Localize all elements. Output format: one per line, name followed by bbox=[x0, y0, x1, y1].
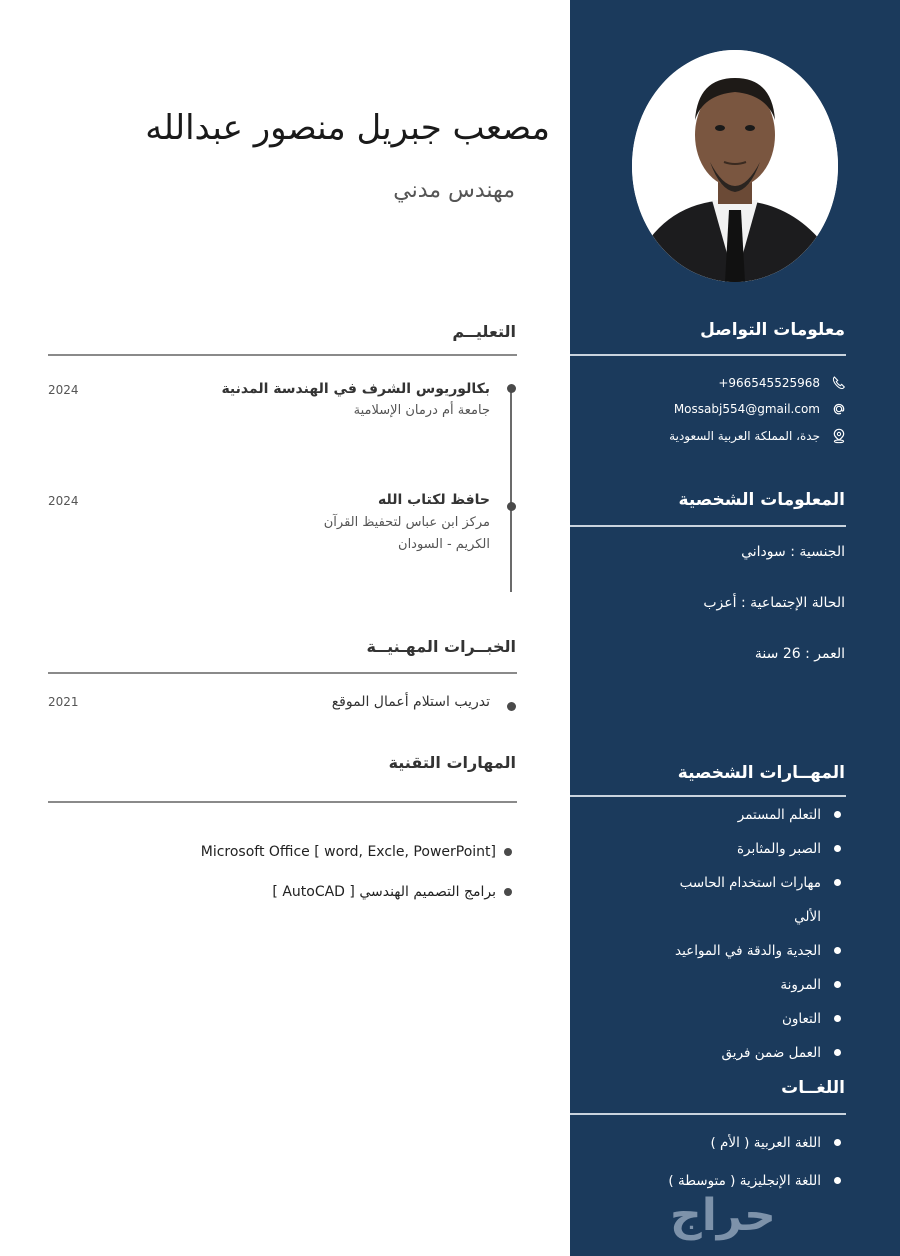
at-icon bbox=[830, 400, 848, 418]
contact-email[interactable] bbox=[674, 400, 848, 418]
list-item: العمل ضمن فريق bbox=[675, 1036, 845, 1070]
contact-phone[interactable] bbox=[718, 374, 848, 392]
timeline-dot-icon bbox=[507, 384, 516, 393]
education-entry-subtitle: جامعة أم درمان الإسلامية bbox=[353, 403, 490, 418]
education-entry-title: بكالوريوس الشرف في الهندسة المدنية bbox=[221, 381, 490, 397]
bullet-icon bbox=[504, 888, 512, 896]
technical-skill-item: برامج التصميم الهندسي [ AutoCAD ] bbox=[272, 884, 512, 900]
nationality: الجنسية : سوداني bbox=[741, 544, 845, 560]
education-entry-year: 2024 bbox=[48, 494, 79, 508]
bullet-icon bbox=[834, 1139, 841, 1146]
phone-number: +966545525968 bbox=[718, 376, 820, 390]
languages-list bbox=[668, 1124, 845, 1200]
list-item-continuation: الألي bbox=[794, 909, 821, 925]
education-entry-title: حافظ لكتاب الله bbox=[378, 492, 490, 508]
location-text: جدة، المملكة العربية السعودية bbox=[669, 429, 820, 443]
education-timeline bbox=[510, 387, 512, 592]
divider bbox=[48, 354, 517, 356]
technical-skills-heading: المهارات التقنية bbox=[388, 753, 516, 772]
job-title: مهندس مدني bbox=[393, 178, 515, 203]
education-entry-subtitle-line2: الكريم - السودان bbox=[398, 537, 490, 552]
bullet-icon bbox=[834, 845, 841, 852]
list-item: الجدية والدقة في المواعيد bbox=[675, 934, 845, 968]
divider bbox=[570, 525, 846, 527]
full-name: مصعب جبريل منصور عبدالله bbox=[145, 108, 550, 148]
age: العمر : 26 سنة bbox=[754, 646, 845, 662]
list-item: التعلم المستمر bbox=[675, 798, 845, 832]
contact-location bbox=[669, 427, 848, 445]
bullet-icon bbox=[834, 947, 841, 954]
personal-info-heading: المعلومات الشخصية bbox=[678, 490, 845, 510]
experience-heading: الخبــرات المهـنيــة bbox=[366, 637, 516, 656]
timeline-dot-icon bbox=[507, 502, 516, 511]
education-heading: التعليــم bbox=[452, 322, 516, 341]
marital-status: الحالة الإجتماعية : أعزب bbox=[703, 595, 845, 611]
bullet-icon bbox=[834, 981, 841, 988]
list-item: اللغة العربية ( الأم ) bbox=[668, 1124, 845, 1162]
haraj-watermark-logo: حراج bbox=[670, 1190, 776, 1241]
bullet-icon bbox=[834, 1177, 841, 1184]
education-entry-subtitle: مركز ابن عباس لتحفيظ القرآن bbox=[323, 515, 490, 530]
bullet-icon bbox=[834, 879, 841, 886]
soft-skills-list bbox=[675, 798, 845, 1070]
bullet-icon bbox=[507, 702, 516, 711]
divider bbox=[48, 672, 517, 674]
divider bbox=[48, 801, 517, 803]
divider bbox=[570, 354, 846, 356]
list-item: مهارات استخدام الحاسب bbox=[675, 866, 845, 900]
languages-heading: اللغــات bbox=[781, 1078, 845, 1098]
list-item: الصبر والمثابرة bbox=[675, 832, 845, 866]
experience-entry-year: 2021 bbox=[48, 695, 79, 709]
list-item: المرونة bbox=[675, 968, 845, 1002]
bullet-icon bbox=[834, 1015, 841, 1022]
contact-heading: معلومات التواصل bbox=[700, 320, 845, 340]
list-item: التعاون bbox=[675, 1002, 845, 1036]
divider bbox=[570, 1113, 846, 1115]
list-item: اللغة الإنجليزية ( متوسطة ) bbox=[668, 1162, 845, 1200]
bullet-icon bbox=[834, 1049, 841, 1056]
divider bbox=[570, 795, 846, 797]
education-entry-year: 2024 bbox=[48, 383, 79, 397]
bullet-icon bbox=[834, 811, 841, 818]
soft-skills-heading: المهــارات الشخصية bbox=[677, 763, 845, 783]
person-portrait-icon bbox=[632, 50, 838, 282]
location-pin-icon bbox=[830, 427, 848, 445]
email-address: Mossabj554@gmail.com bbox=[673, 402, 820, 416]
experience-entry-title: تدريب استلام أعمال الموقع bbox=[331, 694, 490, 710]
profile-photo bbox=[632, 50, 838, 282]
bullet-icon bbox=[504, 848, 512, 856]
phone-icon bbox=[830, 374, 848, 392]
sidebar bbox=[570, 0, 900, 1256]
technical-skill-item: Microsoft Office [ word, Excle, PowerPoint] bbox=[201, 844, 512, 860]
